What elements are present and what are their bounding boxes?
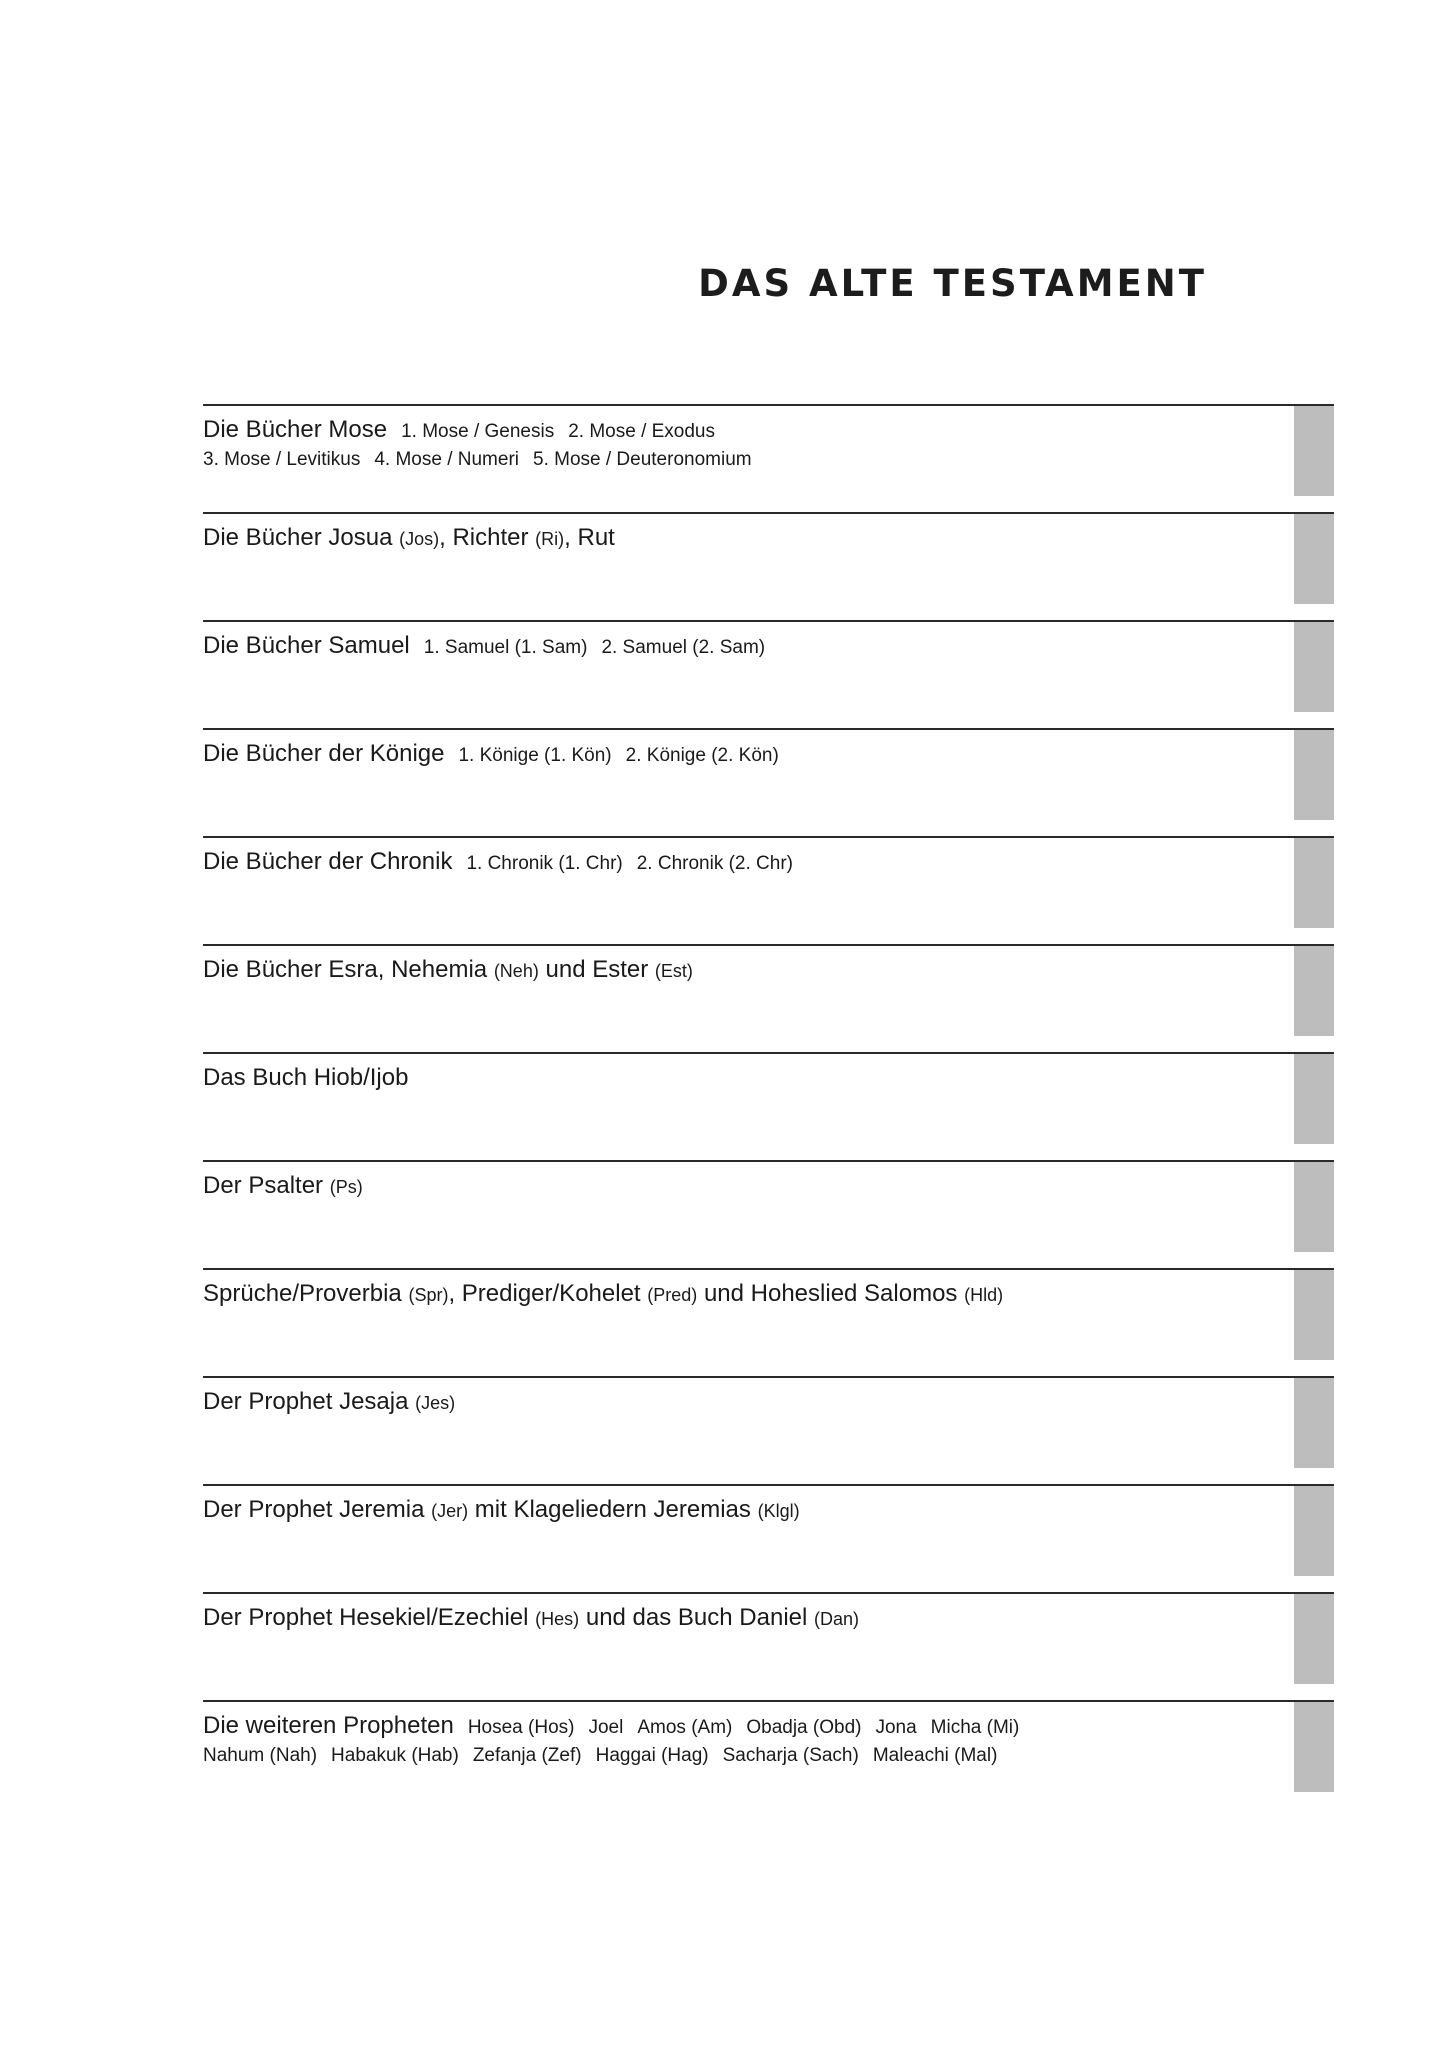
book-name: 5. Mose / Deuteronomium (533, 449, 752, 470)
section-title: Die Bücher der Könige (203, 740, 445, 767)
separator (697, 1280, 704, 1307)
separator (539, 956, 546, 983)
book-title: Der Prophet Hesekiel/Ezechiel (203, 1604, 529, 1631)
book-name: 2. Könige (2. Kön) (625, 745, 779, 766)
book-name: 2. Chronik (2. Chr) (636, 853, 794, 874)
book-title: Prediger/Kohelet (461, 1280, 641, 1307)
book-name: Haggai (Hag) (595, 1745, 709, 1766)
book-name: Micha (Mi) (930, 1717, 1020, 1738)
book-section (203, 728, 1334, 836)
book-name: Obadja (Obd) (746, 1717, 862, 1738)
book-abbreviation: (Dan) (814, 1609, 860, 1629)
book-title: Die Bücher Josua (203, 524, 393, 551)
book-name: Maleachi (Mal) (872, 1745, 998, 1766)
thumb-index-tab (1294, 838, 1334, 928)
book-name: Joel (588, 1717, 624, 1738)
section-content (203, 1486, 1334, 1529)
section-heading-line (203, 1060, 1274, 1096)
separator: , (377, 956, 392, 983)
section-content (203, 1054, 1334, 1096)
book-abbreviation: (Jos) (399, 529, 440, 549)
section-content (203, 838, 1334, 882)
section-title: Die Bücher der Chronik (203, 848, 453, 875)
book-abbreviation: (Hes) (535, 1609, 580, 1629)
section-heading-line (203, 628, 1274, 666)
book-abbreviation: (Jes) (415, 1393, 456, 1413)
book-section (203, 1160, 1334, 1268)
book-name: 2. Samuel (2. Sam) (601, 637, 766, 658)
book-name: 3. Mose / Levitikus (203, 449, 361, 470)
section-content (203, 1162, 1334, 1205)
section-title: Die weiteren Propheten (203, 1712, 454, 1739)
section-heading-line (203, 1168, 1274, 1205)
book-name: Nahum (Nah) (203, 1745, 318, 1766)
thumb-index-tab (1294, 406, 1334, 496)
book-section (203, 404, 1334, 512)
section-content (203, 946, 1334, 989)
section-heading-line (203, 952, 1274, 989)
book-title: Der Prophet Jeremia (203, 1496, 425, 1523)
thumb-index-tab (1294, 1270, 1334, 1360)
section-title: Die Bücher Mose (203, 416, 388, 443)
page-title: DAS ALTE TESTAMENT (698, 262, 1207, 305)
section-content (203, 622, 1334, 666)
book-abbreviation: (Spr) (408, 1285, 449, 1305)
book-name: Amos (Am) (637, 1717, 733, 1738)
book-section (203, 1268, 1334, 1376)
book-section (203, 512, 1334, 620)
section-content (203, 1594, 1334, 1637)
section-content (203, 1702, 1334, 1769)
section-books-line (203, 447, 1274, 473)
book-name: Jona (875, 1717, 917, 1738)
book-section (203, 1376, 1334, 1484)
book-title: Sprüche/Proverbia (203, 1280, 402, 1307)
separator: , (448, 1280, 462, 1307)
section-heading-line (203, 1600, 1274, 1637)
thumb-index-tab (1294, 622, 1334, 712)
separator: , (439, 524, 453, 551)
section-heading-line (203, 1708, 1274, 1746)
section-heading-line (203, 844, 1274, 882)
book-title: und das Buch Daniel (585, 1604, 808, 1631)
book-title: Der Prophet Jesaja (203, 1388, 409, 1415)
book-abbreviation: (Ps) (329, 1177, 363, 1197)
section-content (203, 1378, 1334, 1421)
thumb-index-tab (1294, 1378, 1334, 1468)
book-section (203, 836, 1334, 944)
book-name: 1. Chronik (1. Chr) (466, 853, 623, 874)
book-abbreviation: (Est) (654, 961, 693, 981)
book-name: Hosea (Hos) (467, 1717, 575, 1738)
section-heading-line (203, 1276, 1274, 1313)
separator (468, 1496, 475, 1523)
thumb-index-tab (1294, 1486, 1334, 1576)
section-heading-line (203, 736, 1274, 774)
section-heading-line (203, 412, 1274, 450)
section-content (203, 1270, 1334, 1313)
book-title: und Ester (545, 956, 649, 983)
book-abbreviation: (Jer) (431, 1501, 469, 1521)
book-section (203, 1052, 1334, 1160)
thumb-index-tab (1294, 514, 1334, 604)
book-abbreviation: (Neh) (493, 961, 539, 981)
book-name: Zefanja (Zef) (472, 1745, 582, 1766)
book-abbreviation: (Klgl) (757, 1501, 800, 1521)
book-title: Die Bücher Esra (203, 956, 378, 983)
book-abbreviation: (Pred) (647, 1285, 698, 1305)
thumb-index-tab (1294, 1054, 1334, 1144)
section-heading-line (203, 1492, 1274, 1529)
book-title: Der Psalter (203, 1172, 324, 1199)
book-name: Habakuk (Hab) (331, 1745, 459, 1766)
section-books-line (203, 1743, 1274, 1769)
book-section (203, 620, 1334, 728)
book-name: 2. Mose / Exodus (568, 421, 715, 442)
book-section (203, 1592, 1334, 1700)
book-title: mit Klageliedern Jeremias (474, 1496, 751, 1523)
book-section (203, 944, 1334, 1052)
section-content (203, 730, 1334, 774)
thumb-index-tab (1294, 946, 1334, 1036)
book-title: und Hoheslied Salomos (703, 1280, 958, 1307)
book-abbreviation: (Ri) (535, 529, 565, 549)
section-content (203, 406, 1334, 473)
book-title: Richter (452, 524, 529, 551)
book-name: 1. Mose / Genesis (401, 421, 555, 442)
book-abbreviation: (Hld) (964, 1285, 1004, 1305)
thumb-index-tab (1294, 730, 1334, 820)
thumb-index-tab (1294, 1702, 1334, 1792)
section-list (203, 404, 1334, 1808)
book-name: 4. Mose / Numeri (374, 449, 519, 470)
section-title: Die Bücher Samuel (203, 632, 410, 659)
book-section (203, 1700, 1334, 1808)
section-content (203, 514, 1334, 557)
book-name: 1. Samuel (1. Sam) (423, 637, 588, 658)
thumb-index-tab (1294, 1594, 1334, 1684)
thumb-index-tab (1294, 1162, 1334, 1252)
separator: , (564, 524, 578, 551)
book-title: Das Buch Hiob/Ijob (203, 1064, 409, 1091)
separator (579, 1604, 586, 1631)
book-name: 1. Könige (1. Kön) (458, 745, 612, 766)
book-section (203, 1484, 1334, 1592)
section-heading-line (203, 520, 1274, 557)
book-name: Sacharja (Sach) (722, 1745, 859, 1766)
section-heading-line (203, 1384, 1274, 1421)
book-title: Nehemia (391, 956, 488, 983)
book-title: Rut (577, 524, 615, 551)
